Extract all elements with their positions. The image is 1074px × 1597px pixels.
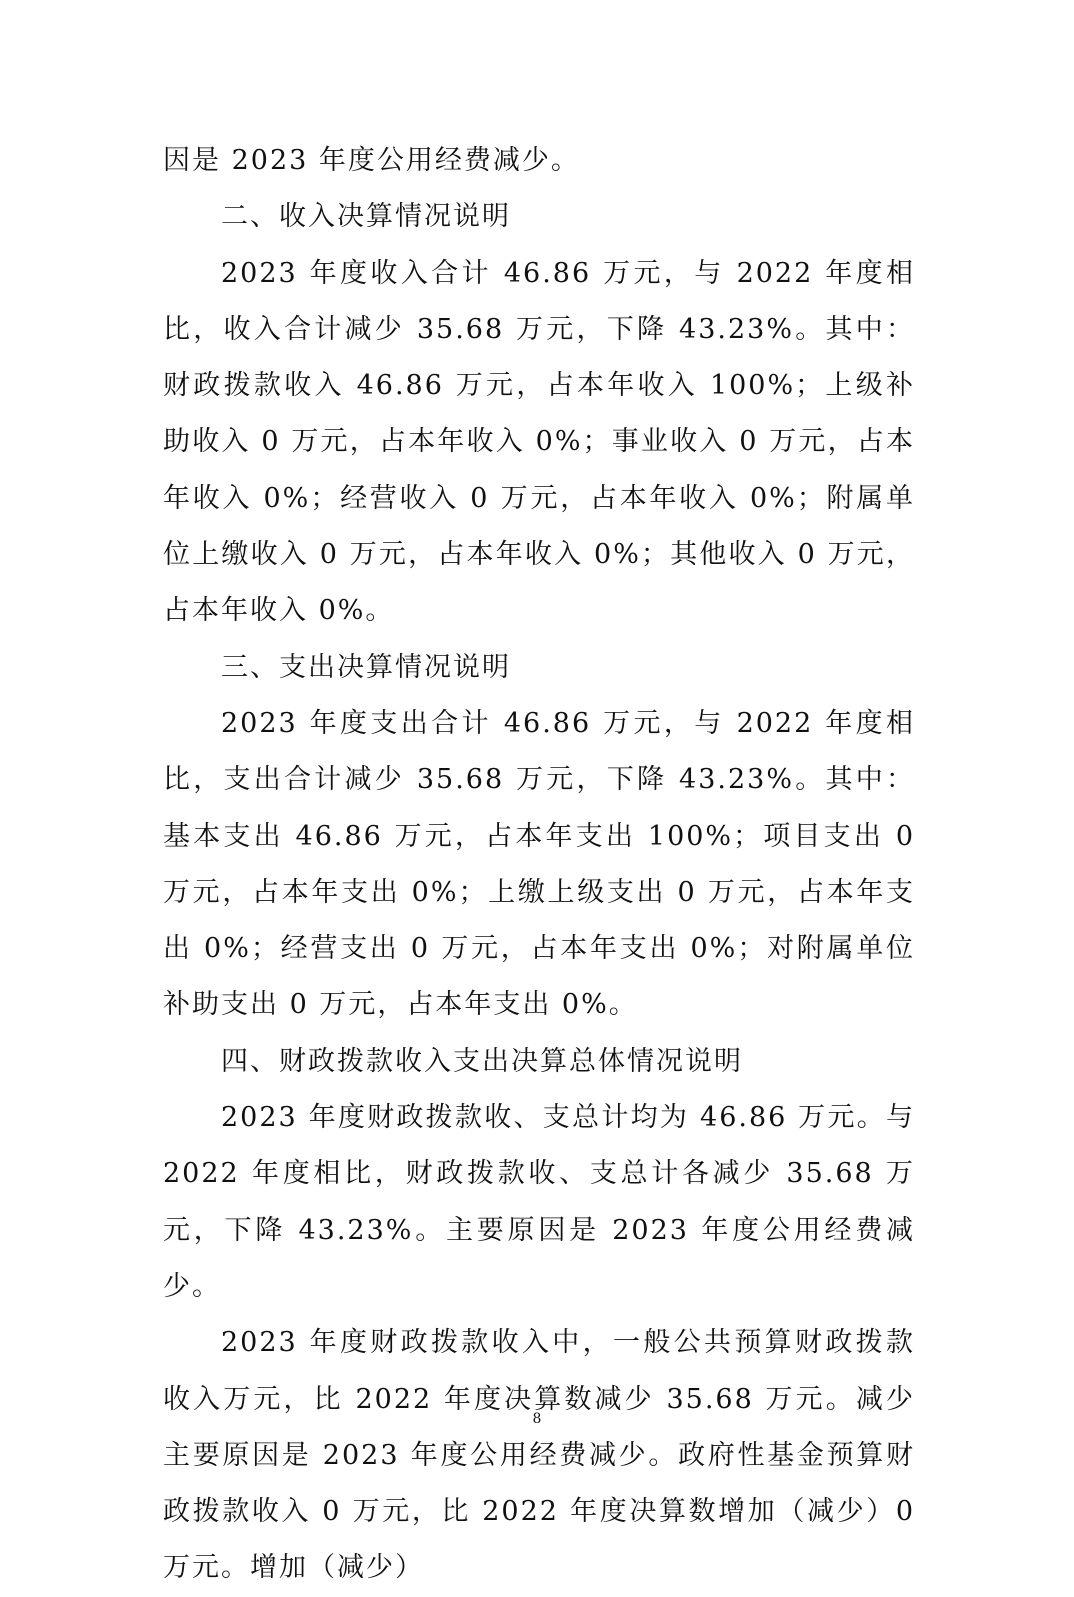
fiscal-income-paragraph: 2023 年度财政拨款收入中，一般公共预算财政拨款收入万元，比 2022 年度决算数减少 35.68 万元。减少主要原因是 2023 年度公用经费减少。政府性基金预算财政拨款收入 0 万元，比 2022 年度决算数增加（减少）0 万元。增加（减少） bbox=[163, 1327, 915, 1584]
income-paragraph: 2023 年度收入合计 46.86 万元，与 2022 年度相比，收入合计减少 35.68 万元，下降 43.23%。其中：财政拨款收入 46.86 万元，占本年收入 100%；上级补助收入 0 万元，占本年收入 0%；事业收入 0 万元，占本年收入 0%；经营收入 0 万元，占本年收入 0%；附属单位上缴收入 0 万元，占本年收入 0%；其他收入 0 万元，占本年收入 0%。 bbox=[163, 257, 915, 627]
page-number: 8 bbox=[532, 1411, 542, 1427]
fiscal-total-paragraph: 2023 年度财政拨款收、支总计均为 46.86 万元。与 2022 年度相比，财政拨款收、支总计各减少 35.68 万元，下降 43.23%。主要原因是 2023 年度公用经费减少。 bbox=[163, 1102, 915, 1302]
expenditure-paragraph: 2023 年度支出合计 46.86 万元，与 2022 年度相比，支出合计减少 35.68 万元，下降 43.23%。其中：基本支出 46.86 万元，占本年支出 100%；项目支出 0 万元，占本年支出 0%；上缴上级支出 0 万元，占本年支出 0%；经营支出 0 万元，占本年支出 0%；对附属单位补助支出 0 万元，占本年支出 0%。 bbox=[163, 707, 915, 1021]
section-heading-income: 二、收入决算情况说明 bbox=[221, 201, 511, 233]
section-heading-fiscal-appropriation: 四、财政拨款收入支出决算总体情况说明 bbox=[221, 1045, 743, 1077]
section-heading-expenditure: 三、支出决算情况说明 bbox=[221, 651, 511, 683]
document-body bbox=[163, 133, 915, 1597]
continuation-paragraph: 因是 2023 年度公用经费减少。 bbox=[163, 145, 580, 176]
